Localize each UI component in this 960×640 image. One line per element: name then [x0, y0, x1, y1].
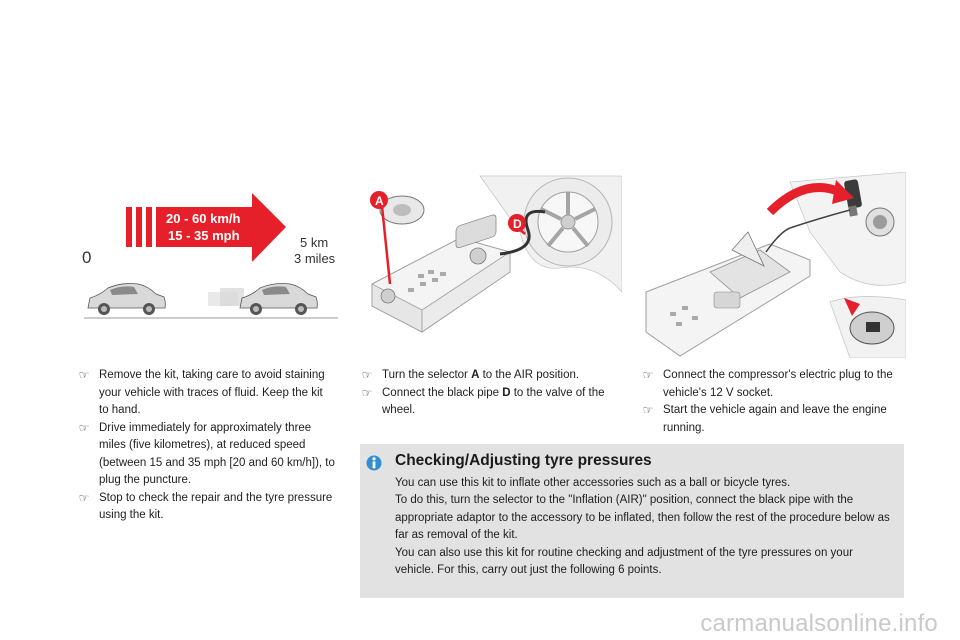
marker-a-label: A: [375, 194, 384, 208]
start-distance-label: 0: [82, 248, 92, 267]
list-item: ☞ Connect the compressor's electric plug to the vehicle's 12 V socket.: [642, 368, 893, 399]
selector-reference: A: [471, 369, 480, 381]
power-socket-illustration: [866, 208, 894, 236]
watermark: carmanualsonline.info: [700, 610, 938, 637]
car-moving-icon: [208, 284, 317, 316]
info-icon: [366, 454, 382, 472]
car-start-icon: [88, 284, 165, 316]
electric-plug-photo: [640, 172, 906, 358]
list-item: ☞ Drive immediately for approximately three miles (five kilometres), at reduced speed (between 15 and 35 mph [20 and 60 km/h]), to plug the puncture.: [78, 420, 335, 486]
marker-d-label: D: [513, 217, 522, 231]
speed-kmh-label: 20 - 60 km/h: [166, 211, 241, 226]
pointing-hand-icon: ☞: [78, 368, 90, 382]
list-item: ☞ Remove the kit, taking care to avoid staining your vehicle with traces of fluid. Keep the kit to hand.: [78, 368, 325, 416]
info-box-title: Checking/Adjusting tyre pressures: [395, 452, 652, 469]
info-paragraph: You can also use this kit for routine checking and adjustment of the tyre pressures on your vehicle. For this, carry out just the following 6 points.: [395, 546, 853, 577]
speed-distance-diagram: [80, 190, 340, 320]
speed-mph-label: 15 - 35 mph: [168, 228, 240, 243]
list-item: ☞ Connect the black pipe D to the valve of the wheel.: [361, 385, 605, 416]
pointing-hand-icon: ☞: [78, 490, 90, 505]
list-item: ☞ Stop to check the repair and the tyre pressure using the kit.: [78, 490, 333, 521]
list-item: ☞ Start the vehicle again and leave the engine running.: [642, 403, 887, 434]
info-paragraph: To do this, turn the selector to the "Inflation (AIR)" position, connect the black pipe with the appropriate adaptor to the accessory to be inflated, then follow the rest of the procedure below as far as removal of the kit.: [395, 494, 890, 542]
pointing-hand-icon: ☞: [642, 403, 654, 417]
selector-instructions-list: [360, 367, 628, 420]
distance-miles-label: 3 miles: [294, 251, 336, 266]
info-box-body: [395, 475, 895, 579]
pipe-reference: D: [502, 386, 511, 399]
info-paragraph: You can use this kit to inflate other accessories such as a ball or bicycle tyres.: [395, 477, 791, 489]
pointing-hand-icon: ☞: [361, 368, 373, 382]
pointing-hand-icon: ☞: [642, 368, 654, 382]
pointing-hand-icon: ☞: [361, 385, 373, 400]
plug-instructions-list: [641, 367, 903, 437]
distance-km-label: 5 km: [300, 235, 329, 250]
compressor-selector-photo: [360, 172, 622, 358]
pointing-hand-icon: ☞: [78, 420, 90, 435]
drive-instructions-list: [77, 367, 335, 525]
list-item: ☞ Turn the selector A to the AIR position.: [360, 367, 628, 385]
